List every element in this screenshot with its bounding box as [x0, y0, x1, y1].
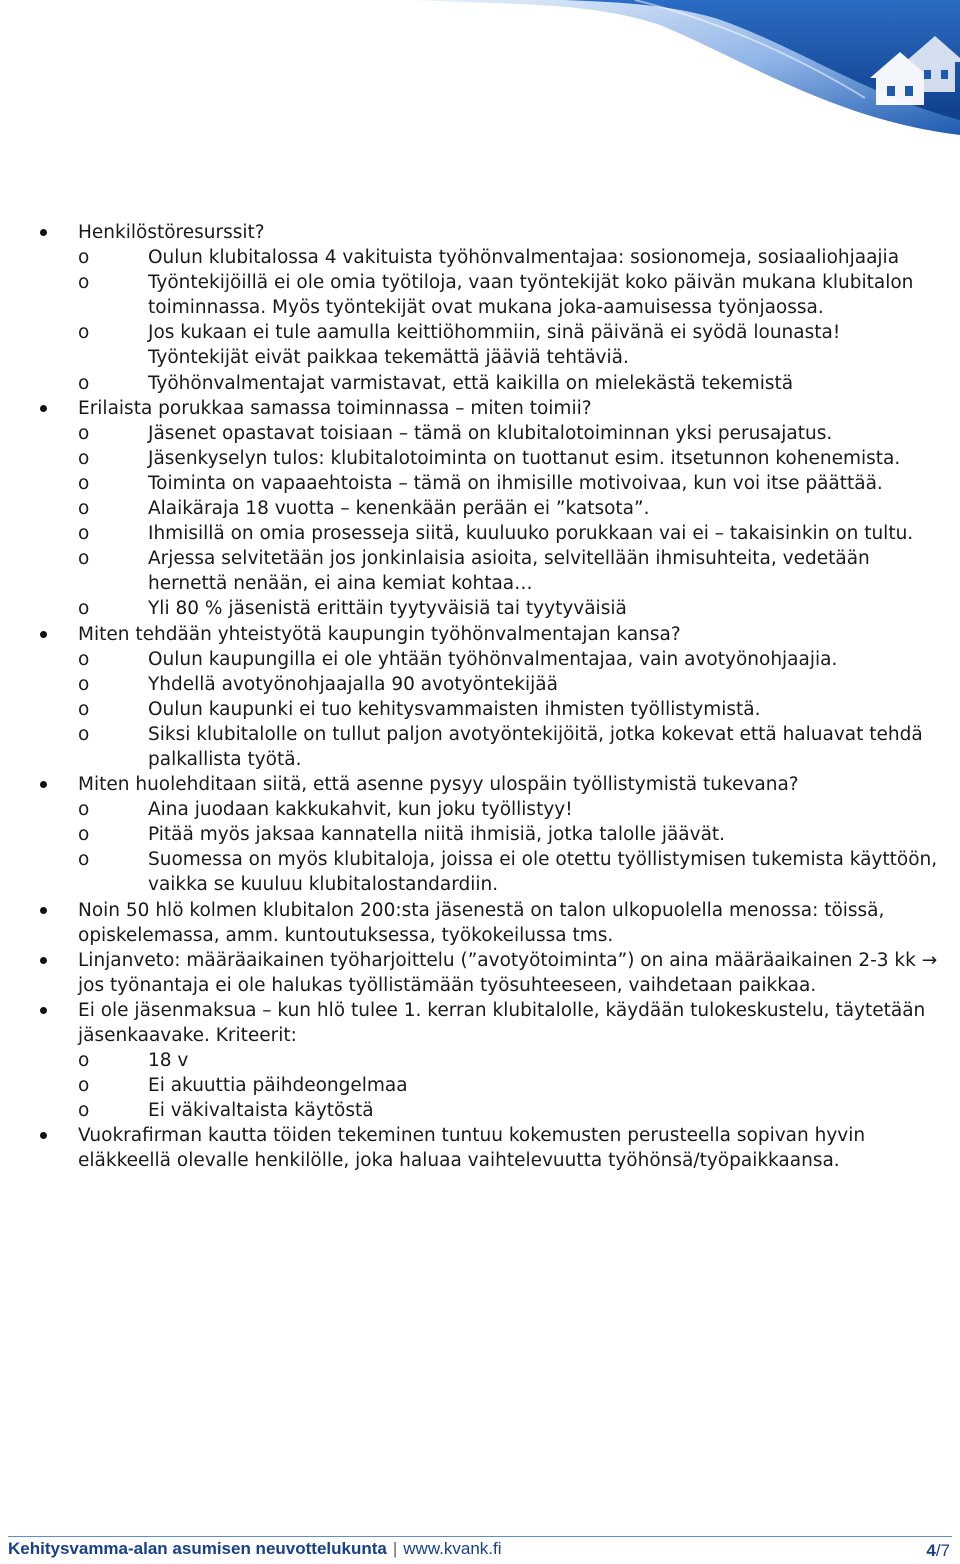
- bullet-text: Miten tehdään yhteistyötä kaupungin työhönvalmentajan kansa?: [78, 623, 681, 645]
- sub-list-item: o Jos kukaan ei tule aamulla keittiöhommiin, sinä päivänä ei syödä lounasta! Työntekijät eivät paikkaa tekemättä jääviä tehtäviä.: [78, 320, 940, 370]
- list-item: [40, 898, 940, 948]
- list-item: [40, 948, 940, 998]
- list-item: [40, 220, 940, 396]
- sub-list-item: o Ei väkivaltaista käytöstä: [78, 1098, 940, 1123]
- sub-list-item: o 18 v: [78, 1048, 940, 1073]
- page-total: /7: [935, 1541, 950, 1560]
- document-body: [40, 220, 940, 1174]
- list-item: [40, 1123, 940, 1173]
- arrow-right-icon: →: [921, 949, 938, 971]
- sub-list-item: o Oulun kaupungilla ei ole yhtään työhönvalmentajaa, vain avotyönohjaajia.: [78, 647, 940, 672]
- sub-list-item: o Yhdellä avotyönohjaajalla 90 avotyöntekijää: [78, 672, 940, 697]
- page-number: [926, 1539, 950, 1563]
- bullet-text: Vuokrafirman kautta töiden tekeminen tuntuu kokemusten perusteella sopivan hyvin eläkkeellä olevalle henkilölle, joka haluaa vaihtelevuutta työhönsä/työpaikkaansa.: [78, 1125, 866, 1172]
- bullet-text: Noin 50 hlö kolmen klubitalon 200:sta jäsenestä on talon ulkopuolella menossa: töissä, opiskelemassa, amm. kuntoutuksessa, työkokeilussa tms.: [78, 899, 885, 946]
- page-current: 4: [926, 1541, 936, 1560]
- houses-banner-icon: [415, 0, 960, 135]
- sub-list-item: o Aina juodaan kakkukahvit, kun joku työllistyy!: [78, 797, 940, 822]
- sub-list-item: o Työhönvalmentajat varmistavat, että kaikilla on mielekästä tekemistä: [78, 371, 940, 396]
- sub-list: [78, 797, 940, 897]
- sub-list-item: o Jäsenkyselyn tulos: klubitalotoiminta on tuottanut esim. itsetunnon kohenemista.: [78, 446, 940, 471]
- list-item: [40, 772, 940, 897]
- sub-list-item: o Alaikäraja 18 vuotta – kenenkään perään ei ”katsota”.: [78, 496, 940, 521]
- bullet-text: Linjanveto: määräaikainen työharjoittelu (”avotyötoiminta”) on aina määräaikainen 2-3 kk: [78, 949, 916, 971]
- sub-list-item: o Työntekijöillä ei ole omia työtiloja, vaan työntekijät koko päivän mukana klubitalon toiminnassa. Myös työntekijät ovat mukana joka-aamuisessa työnjaossa.: [78, 270, 940, 320]
- bullet-text: Miten huolehditaan siitä, että asenne pysyy ulospäin työllistymistä tukevana?: [78, 774, 799, 796]
- sub-list-item: o Jäsenet opastavat toisiaan – tämä on klubitalotoiminnan yksi perusajatus.: [78, 421, 940, 446]
- sub-list: [78, 1048, 940, 1123]
- sub-list-item: o Ihmisillä on omia prosesseja siitä, kuuluuko porukkaan vai ei – takaisinkin on tultu.: [78, 521, 940, 546]
- sub-list-item: o Arjessa selvitetään jos jonkinlaisia asioita, selvitellään ihmisuhteita, vedetään hernettä nenään, ei aina kemiat kohtaa…: [78, 546, 940, 596]
- list-item: [40, 396, 940, 622]
- sub-list-item: o Oulun kaupunki ei tuo kehitysvammaisten ihmisten työllistymistä.: [78, 697, 940, 722]
- sub-list: [78, 647, 940, 772]
- sub-list-item: o Oulun klubitalossa 4 vakituista työhönvalmentajaa: sosionomeja, sosiaaliohjaajia: [78, 245, 940, 270]
- sub-list-item: o Yli 80 % jäsenistä erittäin tyytyväisiä tai tyytyväisiä: [78, 596, 940, 621]
- bullet-text: Henkilöstöresurssit?: [78, 222, 265, 243]
- bullet-text: Ei ole jäsenmaksua – kun hlö tulee 1. kerran klubitalolle, käydään tulokeskustelu, täytetään jäsenkaavake. Kriteerit:: [78, 999, 926, 1046]
- list-item: [40, 998, 940, 1123]
- bullet-text: Erilaista porukkaa samassa toiminnassa – miten toimii?: [78, 397, 592, 419]
- sub-list-item: o Pitää myös jaksaa kannatella niitä ihmisiä, jotka talolle jäävät.: [78, 822, 940, 847]
- page-footer: [8, 1536, 952, 1563]
- bullet-text-continued: jos työnantaja ei ole halukas työllistämään työsuhteeseen, vaihdetaan paikkaa.: [78, 974, 817, 996]
- main-list: [40, 220, 940, 1174]
- sub-list-item: o Siksi klubitalolle on tullut paljon avotyöntekijöitä, jotka kokevat että haluavat tehdä palkallista työtä.: [78, 722, 940, 772]
- footer-url-link[interactable]: www.kvank.fi: [403, 1539, 502, 1558]
- footer-separator: |: [392, 1539, 398, 1558]
- sub-list: [78, 245, 940, 396]
- sub-list-item: o Suomessa on myös klubitaloja, joissa ei ole otettu työllistymisen tukemista käyttöön, vaikka se kuuluu klubitalostandardiin.: [78, 847, 940, 897]
- sub-list-item: o Ei akuuttia päihdeongelmaa: [78, 1073, 940, 1098]
- footer-organization: Kehitysvamma-alan asumisen neuvottelukunta: [8, 1539, 387, 1558]
- sub-list: [78, 421, 940, 622]
- list-item: [40, 622, 940, 773]
- sub-list-item: o Toiminta on vapaaehtoista – tämä on ihmisille motivoivaa, kun voi itse päättää.: [78, 471, 940, 496]
